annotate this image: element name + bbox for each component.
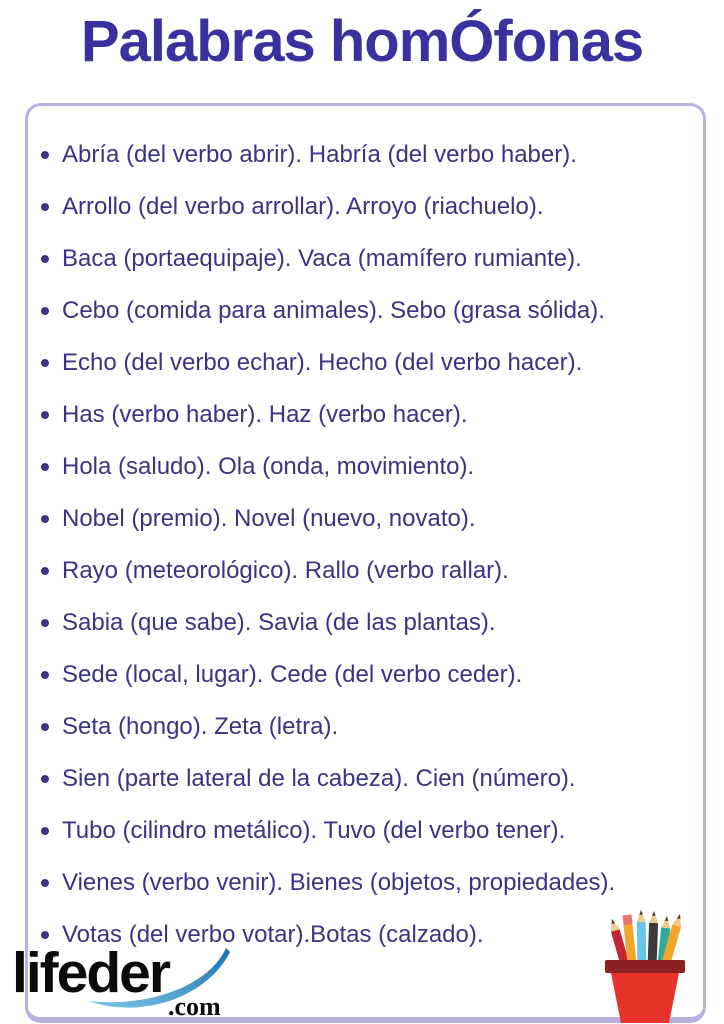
list-item [41,805,697,857]
list-item [41,857,697,909]
bullet-dot-icon [41,151,49,159]
list-item [41,649,697,701]
bullet-dot-icon [41,879,49,887]
cup-body [611,973,679,1023]
bullet-dot-icon [41,723,49,731]
list-item [41,753,697,805]
bullet-dot-icon [41,671,49,679]
homophone-list [28,106,703,961]
list-item [41,493,697,545]
list-item [41,597,697,649]
list-item [41,337,697,389]
cup-rim [605,960,685,973]
list-item [41,129,697,181]
list-item-text: Votas (del verbo votar).Botas (calzado). [62,921,484,948]
list-item-text: Sede (local, lugar). Cede (del verbo ceder). [62,661,523,688]
list-item [41,285,697,337]
logo-text: lifeder [12,941,170,1005]
bullet-dot-icon [41,255,49,263]
list-item [41,545,697,597]
list-item-text: Hola (saludo). Ola (onda, movimiento). [62,453,475,480]
pencil-cup-illustration [594,903,696,1023]
list-item-text: Echo (del verbo echar). Hecho (del verbo hacer). [62,349,583,376]
bullet-dot-icon [41,359,49,367]
list-item-text: Seta (hongo). Zeta (letra). [62,713,339,740]
list-item-text: Has (verbo haber). Haz (verbo hacer). [62,401,468,428]
list-item-text: Abría (del verbo abrir). Habría (del verbo haber). [62,141,577,168]
bullet-dot-icon [41,411,49,419]
list-item [41,701,697,753]
bullet-dot-icon [41,307,49,315]
list-item-text: Nobel (premio). Novel (nuevo, novato). [62,505,476,532]
list-item [41,233,697,285]
bullet-dot-icon [41,775,49,783]
list-item [41,181,697,233]
list-item-text: Vienes (verbo venir). Bienes (objetos, propiedades). [62,869,616,896]
list-item-text: Sien (parte lateral de la cabeza). Cien (número). [62,765,576,792]
lifeder-logo [12,938,250,1020]
bullet-dot-icon [41,515,49,523]
logo-suffix-text: .com [168,992,221,1020]
list-item-text: Tubo (cilindro metálico). Tuvo (del verbo tener). [62,817,566,844]
list-item [41,389,697,441]
bullet-dot-icon [41,567,49,575]
homophones-box [25,103,706,1023]
list-item [41,441,697,493]
bullet-dot-icon [41,203,49,211]
list-item-text: Cebo (comida para animales). Sebo (grasa sólida). [62,297,605,324]
bullet-dot-icon [41,619,49,627]
page-title: Palabras homÓfonas [80,9,644,74]
list-item-text: Sabia (que sabe). Savia (de las plantas). [62,609,496,636]
list-item-text: Arrollo (del verbo arrollar). Arroyo (riachuelo). [62,193,544,220]
list-item-text: Baca (portaequipaje). Vaca (mamífero rumiante). [62,245,582,272]
bullet-dot-icon [41,827,49,835]
list-item-text: Rayo (meteorológico). Rallo (verbo rallar). [62,557,509,584]
bullet-dot-icon [41,463,49,471]
